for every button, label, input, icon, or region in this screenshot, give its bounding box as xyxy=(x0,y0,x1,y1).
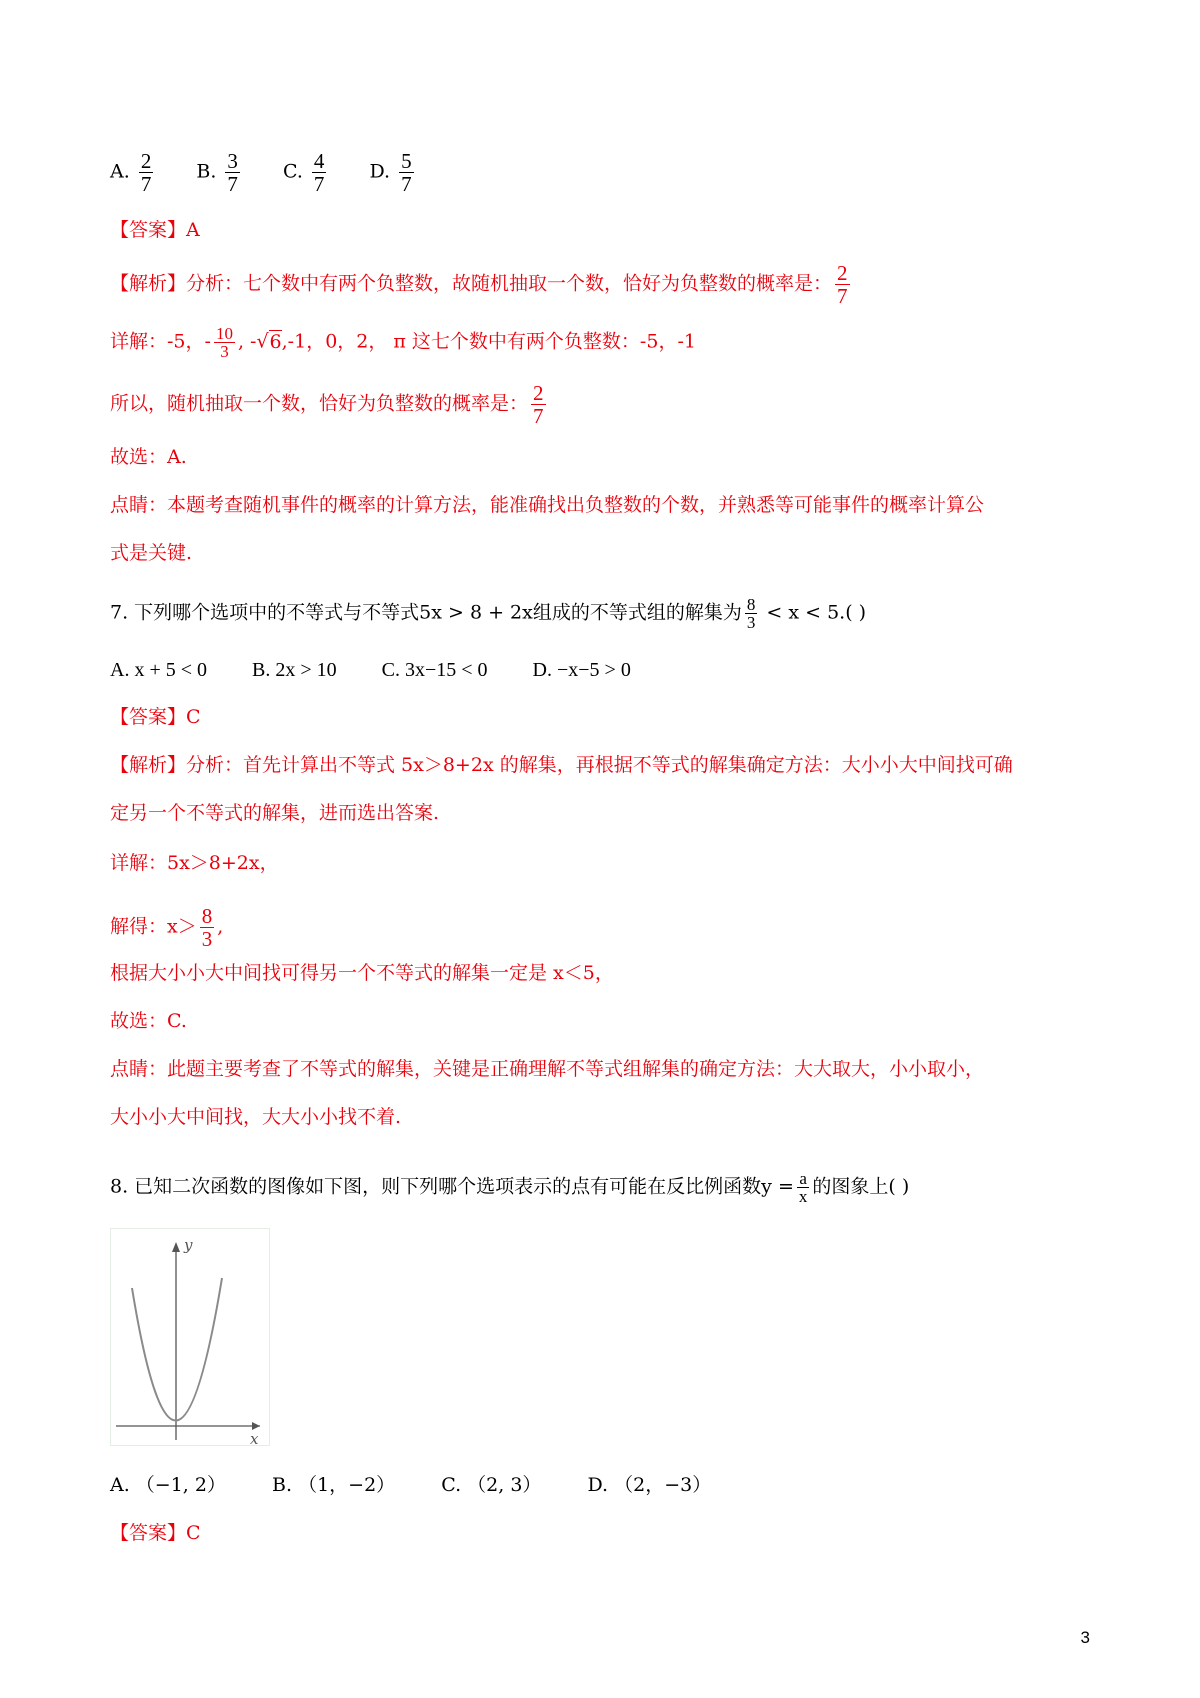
q8-options xyxy=(110,1470,759,1500)
q6-analysis: 【解析】分析：七个数中有两个负整数，故随机抽取一个数，恰好为负整数的概率是： $\frac{2}{7}$ xyxy=(110,261,848,308)
q7-option-d: D. −x−5 > 0 xyxy=(532,659,631,681)
graph-frame xyxy=(111,1229,270,1446)
q8-answer: 【答案】C xyxy=(110,1522,201,1544)
q8-option-c: C. （2, 3） xyxy=(441,1474,542,1496)
q7-option-a: A. x + 5 < 0 xyxy=(110,659,208,681)
q7-analysis-2: 定另一个不等式的解集，进而选出答案. xyxy=(110,802,440,824)
q7-analysis-1: 【解析】分析：首先计算出不等式 5x＞8+2x 的解集，再根据不等式的解集确定方法：大小小大中间找可确 xyxy=(110,754,1013,776)
q7-solve: 解得：x＞ $\frac{8}{3}$ , xyxy=(110,904,224,951)
q6-answer: 【答案】A xyxy=(110,219,200,241)
graph-x-label: x xyxy=(250,1430,259,1446)
q6-options xyxy=(110,150,465,195)
q7-options xyxy=(110,655,679,685)
q7-comment-2: 大小小大中间找，大大小小找不着. xyxy=(110,1106,402,1128)
q6-choose: 故选：A. xyxy=(110,446,187,468)
q6-so: 所以，随机抽取一个数，恰好为负整数的概率是： $\frac{2}{7}$ xyxy=(110,381,544,428)
q7-comment-1: 点睛：此题主要考查了不等式的解集，关键是正确理解不等式组解集的确定方法：大大取大，小小取小， xyxy=(110,1058,985,1080)
q6-option-b: B. $\frac{3}{7}$ xyxy=(196,149,238,196)
q7-option-c: C. 3x−15 < 0 xyxy=(381,659,488,681)
q8-stem: 8. 已知二次函数的图像如下图，则下列哪个选项表示的点有可能在反比例函数y = $\frac{a}{x}$ 的图象上( ) xyxy=(110,1169,910,1206)
q8-option-a: A. （−1, 2） xyxy=(110,1474,226,1496)
q6-comment-2: 式是关键. xyxy=(110,542,193,564)
q7-choose: 故选：C. xyxy=(110,1010,187,1032)
q7-rule: 根据大小小大中间找可得另一个不等式的解集一定是 x＜5， xyxy=(110,962,614,984)
q6-option-a: A. $\frac{2}{7}$ xyxy=(110,149,152,196)
q7-stem: 7. 下列哪个选项中的不等式与不等式5x > 8 + 2x组成的不等式组的解集为 $\frac{8}{3}$ < x < 5.( ) xyxy=(110,595,867,632)
page-number: 3 xyxy=(1080,1628,1090,1647)
q6-option-d: D. $\frac{5}{7}$ xyxy=(369,149,412,196)
parabola-graph xyxy=(110,1228,270,1446)
q6-detail: 详解：-5，- $\frac{10}{3}$ , -√6,-1，0，2， π 这七个数中有两个负整数：-5，-1 xyxy=(110,324,696,361)
q6-comment-1: 点睛：本题考查随机事件的概率的计算方法，能准确找出负整数的个数，并熟悉等可能事件的概率计算公 xyxy=(110,494,985,516)
q7-detail: 详解：5x＞8+2x， xyxy=(110,852,279,874)
q7-answer: 【答案】C xyxy=(110,706,201,728)
q8-option-d: D. （2，−3） xyxy=(587,1474,712,1496)
q8-option-b: B. （1，−2） xyxy=(272,1474,396,1496)
q6-option-c: C. $\frac{4}{7}$ xyxy=(282,149,325,196)
graph-y-label: y xyxy=(184,1236,193,1254)
q7-option-b: B. 2x > 10 xyxy=(252,659,337,681)
